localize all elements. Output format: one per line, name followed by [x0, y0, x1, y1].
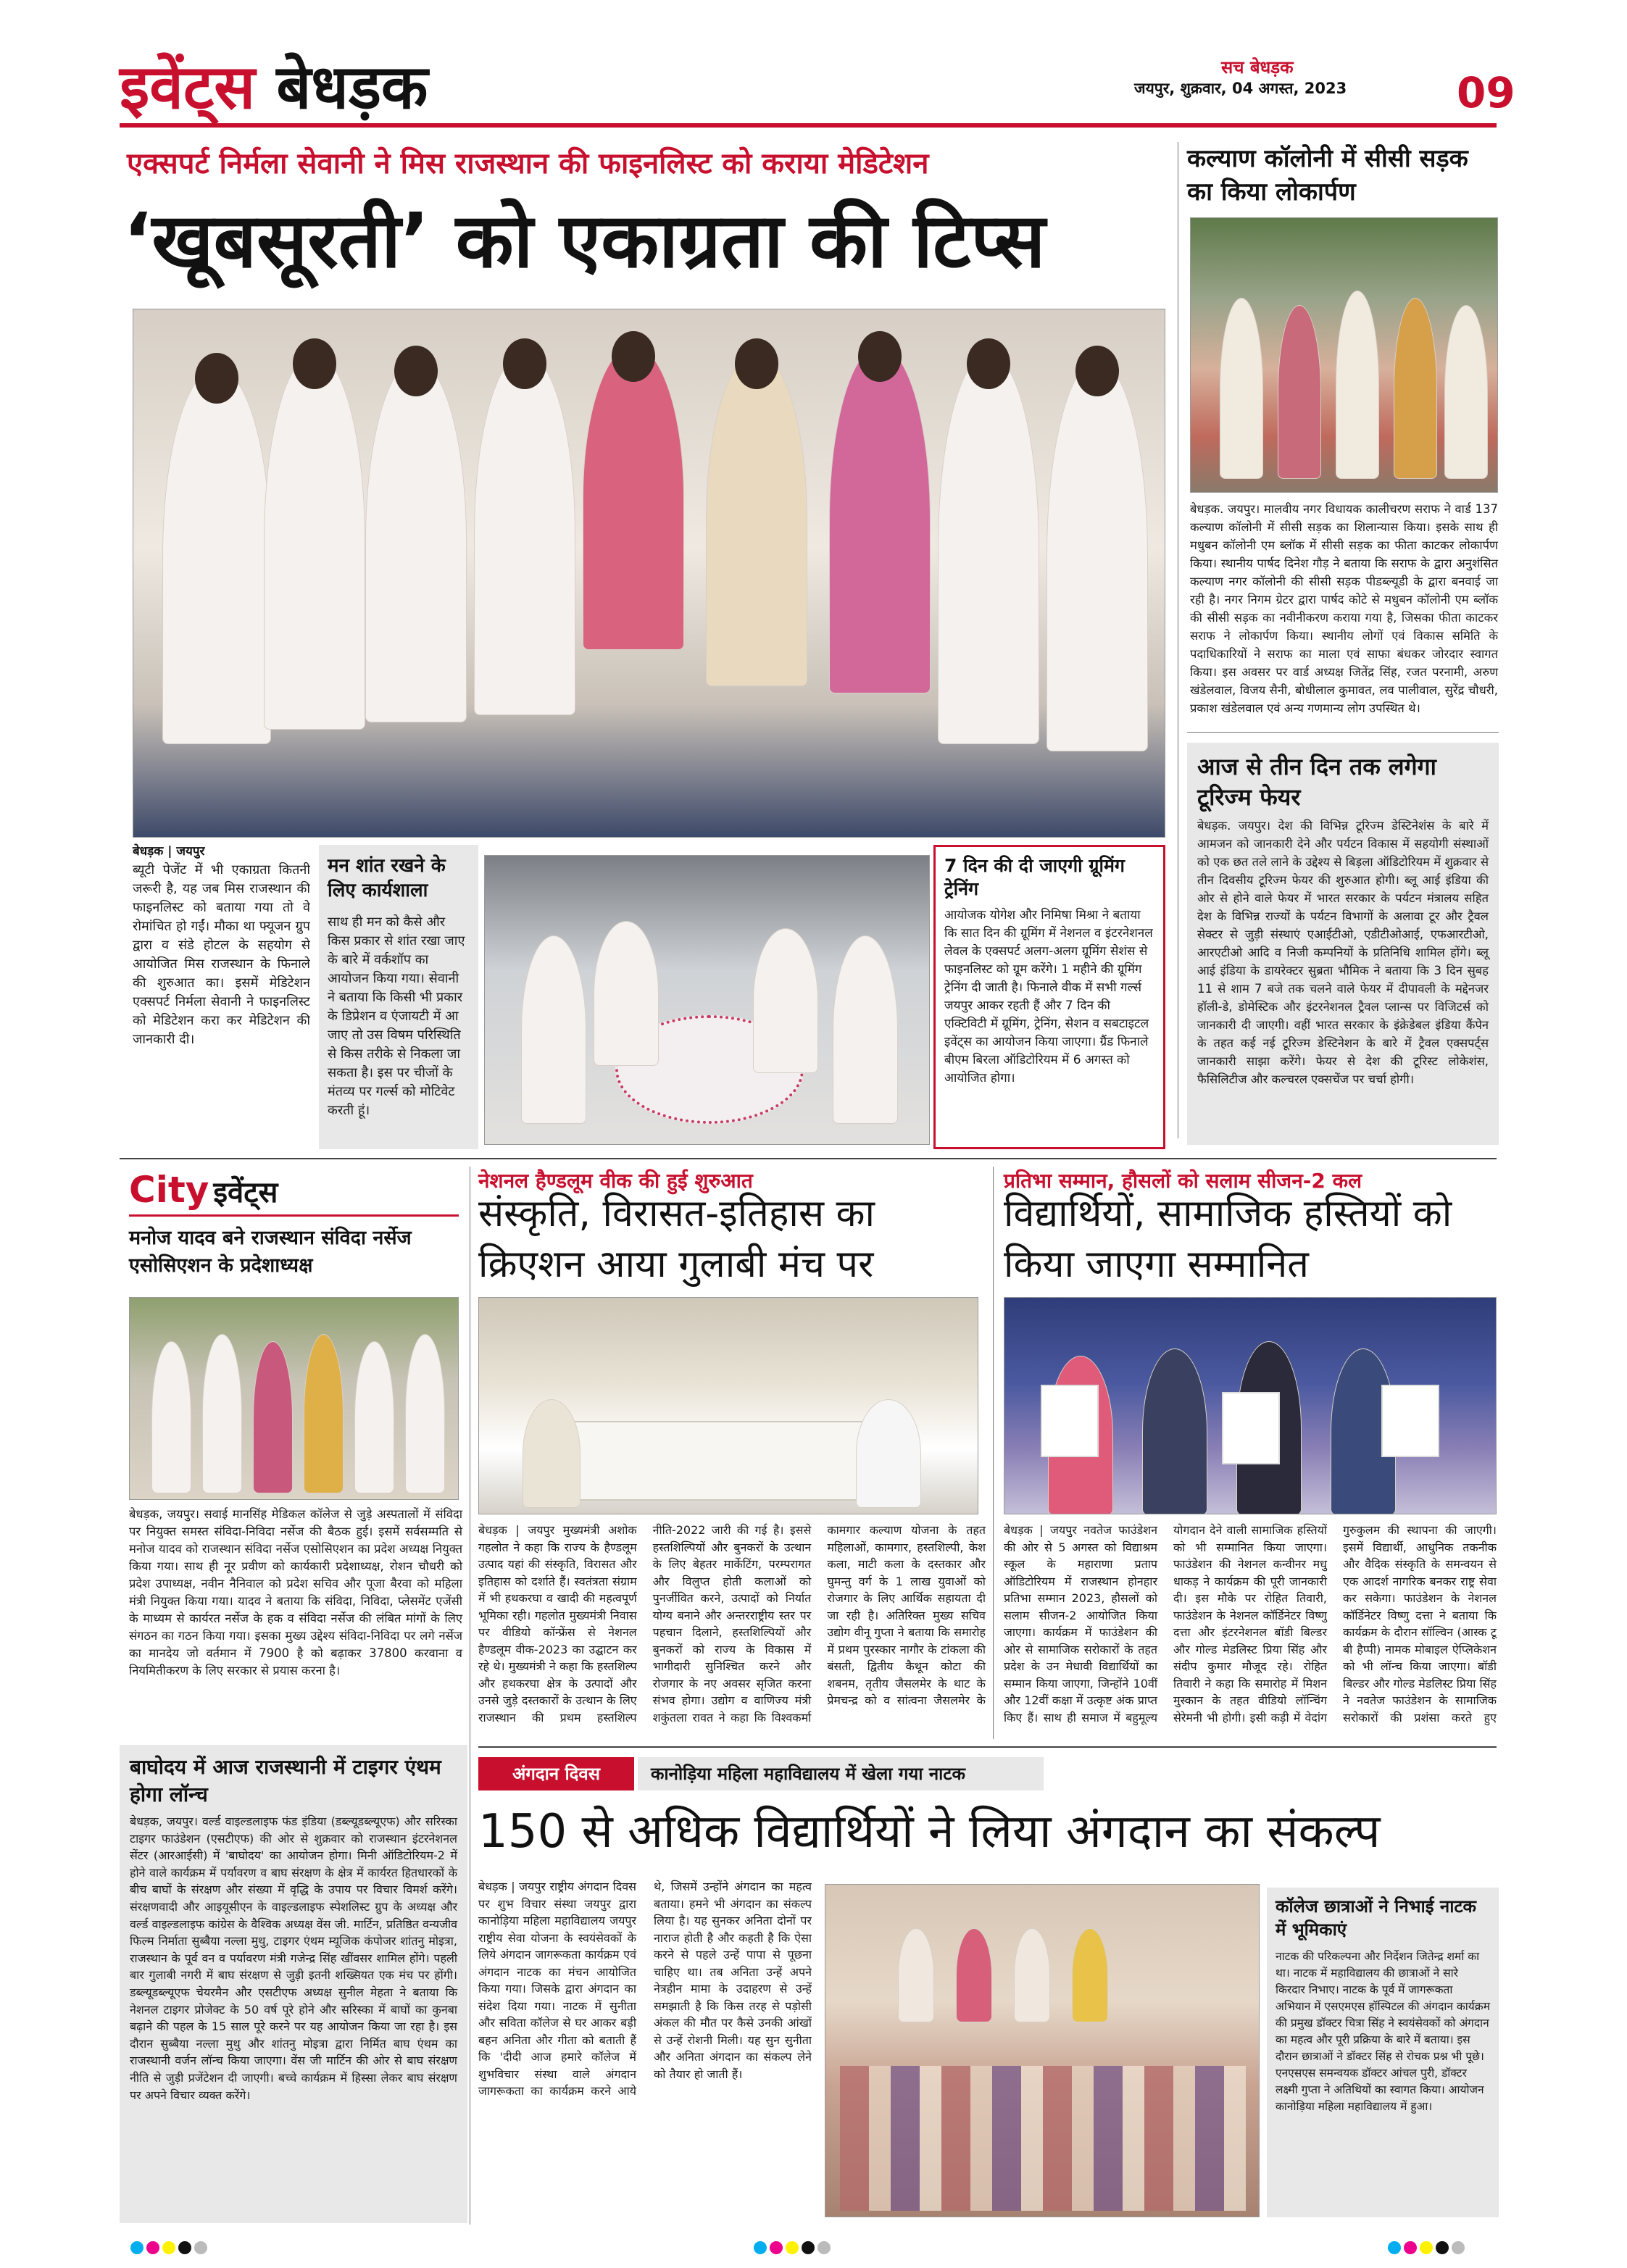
- angdaan-box-body: नाटक की परिकल्पना और निर्देशन जितेन्द्र शर्मा का था। नाटक में महाविद्यालय की छात्राओं ने सारे किरदार निभाए। नाटक के पूर्व में जागरूकता अभियान में एसएमएस हॉस्पिटल की अंगदान कार्यक्रम की प्रमुख डॉक्टर चित्रा सिंह ने स्वयंसेवकों को अंगदान का महत्व और पूरी प्रक्रिया के बारे में बताया। इस दौरान छात्राओं ने डॉक्टर सिंह से रोचक प्रश्न भी पूछे। एनएसएस समन्वयक डॉक्टर आंचल पुरी, डॉक्टर लक्ष्मी गुप्ता ने अतिथियों का स्वागत किया। आयोजन कानोड़िया महिला महाविद्यालय में हुआ।: [1276, 1950, 1490, 2113]
- kalyan-headline: कल्याण कॉलोनी में सीसी सड़क का किया लोकार्पण: [1187, 144, 1468, 207]
- lead-body: ब्यूटी पेजेंट में भी एकाग्रता कितनी जरूरी है, यह जब मिस राजस्थान की फाइनलिस्ट को बताया गया तो वे रोमांचित हो गईं। मौका था फ्यूजन ग्रुप द्वारा व संडे होटल के सहयोग से आयोजित मिस राजस्थान के फिनाले की शुरुआत का। इसमें मेडिटेशन एक्सपर्ट निर्मला सेवानी ने फाइनलिस्ट को मेडिटेशन करा कर मेडिटेशन की जानकारी दी।: [133, 862, 310, 1047]
- box-grooming-title: 7 दिन की दी जाएगी ग्रूमिंग ट्रेनिंग: [944, 855, 1125, 899]
- city-logo-a: City: [129, 1169, 209, 1211]
- nurses-photo: [129, 1297, 459, 1500]
- box-grooming-body: आयोजक योगेश और निमिषा मिश्रा ने बताया कि सात दिन की ग्रूमिंग में नेशनल व इंटरनेशनल लेवल के एक्सपर्ट अलग-अलग ग्रूमिंग सेशंस से फाइनलिस्ट को ग्रूम करेंगे। 1 महीने की ग्रूमिंग ट्रेनिंग दी जाती है। फिनाले वीक में सभी गर्ल्स जयपुर आकर रहती हैं और 7 दिन की एक्टिविटी में ग्रूमिंग, ट्रेनिंग, सेशन व सबटाइटल इवेंट्स का आयोजन किया जाएगा। ग्रैंड फिनाले बीएम बिरला ऑडिटोरियम में 6 अगस्त को आयोजित होगा।: [944, 908, 1153, 1085]
- tiger-box: [120, 1745, 467, 2223]
- lead-box-grooming: [933, 845, 1165, 1149]
- handloom-body: बेधड़क | जयपुर मुख्यमंत्री अशोक गहलोत ने कहा कि राज्य के हैण्डलूम उत्पाद यहां की संस्कृति, विरासत और इतिहास को दर्शाते हैं। स्वतंत्रता संग्राम में भी हथकरघा व खादी की महत्वपूर्ण भूमिका रही। गहलोत मुख्यमंत्री निवास पर वीडियो कॉन्फ्रेंस से नेशनल हैण्डलूम वीक-2023 का उद्घाटन कर रहे थे। मुख्यमंत्री ने कहा कि हस्तशिल्प और हथकरघा क्षेत्र के उत्पादों और उनसे जुड़े दस्तकारों के उत्थान के लिए राजस्थान की प्रथम हस्तशिल्प नीति-2022 जारी की गई है। इससे हस्तशिल्पियों और बुनकरों के उत्थान के लिए बेहतर मार्केटिंग, परम्परागत और विलुप्त होती कलाओं को पुनर्जीवित करने, उत्पादों को निर्यात योग्य बनाने और अन्तरराष्ट्रीय स्तर पर पहचान दिलाने, हस्तशिल्पियों और बुनकरों को राज्य के विकास में भागीदारी सुनिश्चित करने और रोजगार के नए अवसर सृजित करना संभव होगा। उद्योग व वाणिज्य मंत्री शकुंतला रावत ने कहा कि विश्वकर्मा कामगार कल्याण योजना के तहत महिलाओं, कामगार, हस्तशिल्पी, केश कला, माटी कला के दस्तकार और घुमन्तु वर्ग के 1 लाख युवाओं को रोजगार के लिए आर्थिक सहायता दी जा रही है। अतिरिक्त मुख्य सचिव उद्योग वीनू गुप्ता ने बताया कि समारोह में प्रथम पुरस्कार नागौर के टांकला की बंसती, द्वितीय कैथून कोटा की शबनम, तृतीय जैसलमेर के थाट के प्रेमचन्द्र को व सांत्वना जैसलमेर के: [478, 1523, 986, 1725]
- registration-marks-right: [1388, 2241, 1468, 2257]
- section-rule-2: [478, 1746, 1497, 1748]
- angdaan-kicker: कानोड़िया महिला महाविद्यालय में खेला गया नाटक: [638, 1757, 1044, 1790]
- page-number: 09: [1457, 68, 1515, 117]
- lead-photo-finalists: [133, 309, 1165, 838]
- tourism-box: [1187, 743, 1499, 1145]
- nurses-body: बेधड़क, जयपुर। सवाई मानसिंह मेडिकल कॉलेज से जुड़े अस्पतालों में संविदा पर नियुक्त समस्त संविदा-निविदा नर्सेज की बैठक हुई। इसमें सर्वसम्मति से मनोज यादव को राजस्थान संविदा नर्सेज एसोसिएशन का प्रदेश अध्यक्ष नियुक्त किया गया। साथ ही नूर प्रवीण को कार्यकारी प्रदेशाध्यक्ष, रोशन चौधरी को प्रदेश उपाध्यक्ष, नवीन नैनिवाल को प्रदेश सचिव और पूजा बैरवा को महिला मंत्री नियुक्त किया गया। यादव ने बताया कि संविदा, निविदा, प्लेसमेंट एजेंसी के माध्यम से कार्यरत नर्सेज के हक व संविदा नर्सेज की लंबित मांगों के लिए संगठन का गठन किया गया। इसका मुख्य उद्देश्य संविदा-निविदा पर लगे नर्सेज का मानदेय जो वर्तमान में 7900 है को बढ़ाकर 37800 करवाना व नियमितीकरण के लिए सरकार से प्रयास करना है।: [129, 1507, 462, 1677]
- tourism-body: बेधड़क. जयपुर। देश की विभिन्न टूरिज्म डेस्टिनेशंस के बारे में आमजन को जानकारी देने और पर्यटन विकास में सहयोगी संस्थाओं को एक छत तले लाने के उद्देश्य से बिड़ला ऑडिटोरियम में शुक्रवार से तीन दिवसीय टूरिज्म फेयर की शुरुआत होगी। ब्लू आई इंडिया की ओर से होने वाले फेयर में भारत सरकार के पर्यटन मंत्रालय सहित देश के विभिन्न राज्यों के पर्यटन विभागों के अलावा टूर और ट्रैवल सेक्टर से जुड़ी संस्थाएं एआईटीओ, एडीटीओआई, एफआरटीओ, आरएटीओ आदि व निजी कम्पनियों के प्रतिनिधि शामिल होंगे। ब्लू आई इंडिया के डायरेक्टर सुब्रता भौमिक ने बताया कि 3 दिन सुबह 11 से शाम 7 बजे तक चलने वाले फेयर में दीपावली के मद्देनजर हॉली-डे, डोमेस्टिक और इंटरनेशनल ट्रैवल प्लान्स पर विजिटर्स को जानकारी दी जाएगी। वहीं भारत सरकार के इंक्रेडेबल इंडिया कैंपेन के तहत कई नई टूरिज्म डेस्टिनेशन के बारे में ट्रैवल एक्सपर्ट्स जानकारी साझा करेंगे। फेयर से देश की टूरिस्ट लोकेशंस, फैसिलिटीज और कल्चरल एक्सचेंज पर चर्चा होगी।: [1197, 819, 1489, 1086]
- box-workshop-body: साथ ही मन को कैसे और किस प्रकार से शांत रखा जाए के बारे में वर्कशॉप का आयोजन किया गया। सेवानी ने बताया कि किसी भी प्रकार के डिप्रेशन व एंजायटी में आ जाए तो उस विषम परिस्थिति से किस तरीके से निकला जा सकता है। इस पर चीजों के मंतव्य पर गर्ल्स को मोटिवेट करती हूं।: [328, 914, 465, 1118]
- dateline: जयपुर, शुक्रवार, 04 अगस्त, 2023: [1134, 80, 1347, 97]
- pratibha-body: बेधड़क | जयपुर नवतेज फाउंडेशन की ओर से 5 अगस्त को विद्याश्रम स्कूल के महाराणा प्रताप ऑडिटोरियम में राजस्थान होनहार प्रतिभा सम्मान 2023, हौसलों को सलाम सीजन-2 आयोजित किया जाएगा। कार्यक्रम में फाउंडेशन की ओर से सामाजिक सरोकारों के तहत प्रदेश के उन मेधावी विद्यार्थियों का सम्मान किया जाएगा, जिन्होंने 10वीं और 12वीं कक्षा में उत्कृष्ट अंक प्राप्त किए हैं। साथ ही समाज में बहुमूल्य योगदान देने वाली सामाजिक हस्तियों को भी सम्मानित किया जाएगा। फाउंडेशन की नेशनल कन्वीनर मधु धाकड़ ने कार्यक्रम की पूरी जानकारी दी। इस मौके पर रोहित तिवारी, फाउंडेशन के नेशनल कॉर्डिनेटर विष्णु दत्ता और इंटरनेशनल बॉडी बिल्डर और गोल्ड मेडलिस्ट प्रिया सिंह और संदीप कुमार मौजूद रहे। रोहित तिवारी ने कहा कि समारोह में मिशन मुस्कान के तहत वीडियो लॉन्चिंग सेरेमनी भी होगी। इसी कड़ी में वेदांग गुरुकुलम की स्थापना की जाएगी। इसमें विद्यार्थी, आधुनिक तकनीक और वैदिक संस्कृति के समन्वयन से एक आदर्श नागरिक बनकर राष्ट्र सेवा कर सकेगा। फाउंडेशन के नेशनल कॉर्डिनेटर विष्णु दत्ता ने बताया कि कार्यक्रम के दौरान सॉल्विन (आस्क टू बी हैप्पी) नामक मोबाइल ऐप्लिकेशन को भी लॉन्च किया जाएगा। बॉडी बिल्डर और गोल्ड मेडलिस्ट प्रिया सिंह ने नवतेज फाउंडेशन के सामाजिक सरोकारों की प्रशंसा करते हुए: [1004, 1523, 1497, 1725]
- kalyan-body: बेधड़क. जयपुर। मालवीय नगर विधायक कालीचरण सराफ ने वार्ड 137 कल्याण कॉलोनी में सीसी सड़क का शिलान्यास किया। इसके साथ ही मधुबन कॉलोनी एम ब्लॉक में सीसी सड़क का फीता काटकर लोकार्पण किया। स्थानीय पार्षद दिनेश गौड़ ने बताया कि सराफ के द्वारा अनुशंसित कल्याण नगर कॉलोनी की सीसी सड़क पीडब्ल्यूडी के द्वारा बनवाई जा रही है। नगर निगम ग्रेटर द्वारा पार्षद कोटे से मधुबन कॉलोनी एम ब्लॉक की सीसी सड़क का नवीनीकरण कराया गया है, जिसका फीता काटकर सराफ ने लोकार्पण किया। स्थानीय लोगों एवं विकास समिति के पदाधिकारियों ने सराफ का माला एवं साफा बंधकर जोरदार स्वागत किया। इस अवसर पर वार्ड अध्यक्ष जितेंद्र सिंह, रजत परनामी, अरुण खंडेलवाल, विजय सैनी, बोधीलाल कुमावत, लव पालीवाल, सुरेंद्र चौधरी, प्रकाश खंडेलवाल एवं अन्य गणमान्य लोग उपस्थित थे।: [1190, 502, 1498, 715]
- lead-byline: बेधड़क | जयपुर: [133, 844, 205, 859]
- handloom-kicker: नेशनल हैण्डलूम वीक की हुई शुरुआत: [478, 1169, 753, 1193]
- column-divider-mid: [993, 1167, 994, 1739]
- meditation-photo: [484, 855, 930, 1145]
- pratibha-kicker: प्रतिभा सम्मान, हौसलों को सलाम सीजन-2 कल: [1004, 1169, 1362, 1193]
- angdaan-tag: अंगदान दिवस: [478, 1757, 634, 1790]
- angdaan-box-title: कॉलेज छात्राओं ने निभाई नाटक में भूमिकाएं: [1276, 1896, 1476, 1940]
- masthead-rule: [120, 123, 1497, 128]
- brand-black: बेधड़क: [276, 51, 428, 122]
- section-rule-1: [120, 1158, 1497, 1159]
- city-logo-b: इवेंट्स: [213, 1176, 278, 1209]
- lead-headline: ‘खूबसूरती’ को एकाग्रता की टिप्स: [123, 196, 1046, 285]
- brand-red: इवेंट्स: [120, 51, 256, 122]
- registration-marks-center: [754, 2241, 833, 2257]
- angdaan-headline: 150 से अधिक विद्यार्थियों ने लिया अंगदान का संकल्प: [478, 1805, 1381, 1859]
- angdaan-photo: [825, 1884, 1260, 2217]
- nurses-headline: मनोज यादव बने राजस्थान संविदा नर्सेज एसोसिएशन के प्रदेशाध्यक्ष: [129, 1227, 412, 1277]
- tourism-headline: आज से तीन दिन तक लगेगा टूरिज्म फेयर: [1197, 753, 1436, 811]
- paper-logo: सच बेधड़क: [1221, 57, 1294, 78]
- angdaan-body: बेधड़क | जयपुर राष्ट्रीय अंगदान दिवस पर शुभ विचार संस्था जयपुर द्वारा कानोड़िया महिला महाविद्यालय जयपुर राष्ट्रीय सेवा योजना के स्वयंसेवकों के लिये अंगदान जागरूकता कार्यक्रम एवं अंगदान नाटक का मंचन आयोजित किया गया। जिसके द्वारा अंगदान का संदेश दिया गया। नाटक में सुनीता और सविता कॉलेज से घर आकर बड़ी बहन अनिता और गीता को बताती हैं कि 'दीदी आज हमारे कॉलेज में शुभविचार संस्था वाले अंगदान जागरूकता का कार्यक्रम करने आये थे, जिसमें उन्होंने अंगदान का महत्व बताया। हमने भी अंगदान का संकल्प लिया है। यह सुनकर अनिता दोनों पर नाराज होती है और कहती है कि ऐसा करने से पहले उन्हें पापा से पूछना चाहिए था। तब अनिता उन्हें अपने नेत्रहीन मामा के उदाहरण से उन्हें समझाती है कि किस तरह से पड़ोसी अंकल की मौत पर कैसे उनकी आंखों से उन्हें रोशनी मिली। यह सुन सुनीता और अनिता अंगदान का संकल्प लेने को तैयार हो जाती हैं।: [478, 1880, 812, 2098]
- kalyan-photo: [1190, 217, 1498, 493]
- rule-kalyan: [1187, 732, 1499, 733]
- lead-box-workshop: [319, 845, 478, 1149]
- pratibha-headline: विद्यार्थियों, सामाजिक हस्तियों को किया जाएगा सम्मानित: [1004, 1192, 1452, 1286]
- tiger-body: बेधड़क, जयपुर। वर्ल्ड वाइल्डलाइफ फंड इंडिया (डब्ल्यूडब्ल्यूएफ) और सरिस्का टाइगर फाउंडेशन (एसटीएफ) की ओर से शुक्रवार को राजस्थान इंटरनेशनल सेंटर (आरआईसी) में 'बाघोदय' का आयोजन होगा। मिनी ऑडिटोरियम-2 में होने वाले कार्यक्रम में पर्यावरण व बाघ संरक्षण के क्षेत्र में कार्यरत हितधारकों के बीच बाघों के संरक्षण और संख्या में वृद्धि के उपाय पर विचार विमर्श करेंगे। संरक्षणवादी और आइयूसीएन के वाइल्डलाइफ स्पेशलिस्ट ग्रुप के अध्यक्ष और वर्ल्ड वाइल्डलाइफ कांग्रेस के वैश्विक अध्यक्ष वेंस जी. मार्टिन, प्रतिष्ठित वन्यजीव फिल्म निर्माता सुब्बैया नल्ला मुथु, टाइगर एंथम म्यूजिक कंपोजर शांतनु मोइत्रा, राजस्थान के पूर्व वन व पर्यावरण मंत्री गजेन्द्र सिंह खींवसर शामिल होंगे। पहली बार गुलाबी नगरी में बाघ संरक्षण से जुड़ी इतनी शख्सियत एक मंच पर होंगी। डब्ल्यूडब्ल्यूएफ चेयरमैन और एसटीएफ अध्यक्ष सुनील मेहता ने बताया कि नेशनल टाइगर प्रोजेक्ट के 50 वर्ष पूरे होने और सरिस्का में बाघों का कुनबा बढ़ाने की पहल के 15 साल पूरे करने पर यह आयोजन किया जा रहा है। इस दौरान सुब्बैया नल्ला मुथु और शांतनु मोइत्रा द्वारा निर्मित बाघ एंथम का राजस्थानी वर्जन लॉन्च किया जाएगा। वेंस जी मार्टिन की ओर से बाघ संरक्षण नीति से जुड़ी प्रजेंटेशन दी जाएगी। बच्चे कार्यक्रम में हिस्सा लेकर बाघ संरक्षण पर अपने विचार व्यक्त करेंगे।: [130, 1814, 457, 2102]
- pratibha-photo: [1004, 1297, 1497, 1514]
- handloom-headline: संस्कृति, विरासत-इतिहास का क्रिएशन आया गुलाबी मंच पर: [478, 1192, 875, 1286]
- box-workshop-title: मन शांत रखने के लिए कार्यशाला: [328, 855, 446, 901]
- city-logo: [129, 1168, 278, 1214]
- lead-kicker: एक्सपर्ट निर्मला सेवानी ने मिस राजस्थान की फाइनलिस्ट को कराया मेडिटेशन: [127, 147, 929, 180]
- registration-marks-left: [130, 2241, 210, 2257]
- masthead: [120, 51, 1515, 130]
- handloom-photo: [478, 1297, 978, 1514]
- tiger-headline: बाघोदय में आज राजस्थानी में टाइगर एंथम होगा लॉन्च: [130, 1755, 441, 1806]
- angdaan-box: [1267, 1888, 1499, 2217]
